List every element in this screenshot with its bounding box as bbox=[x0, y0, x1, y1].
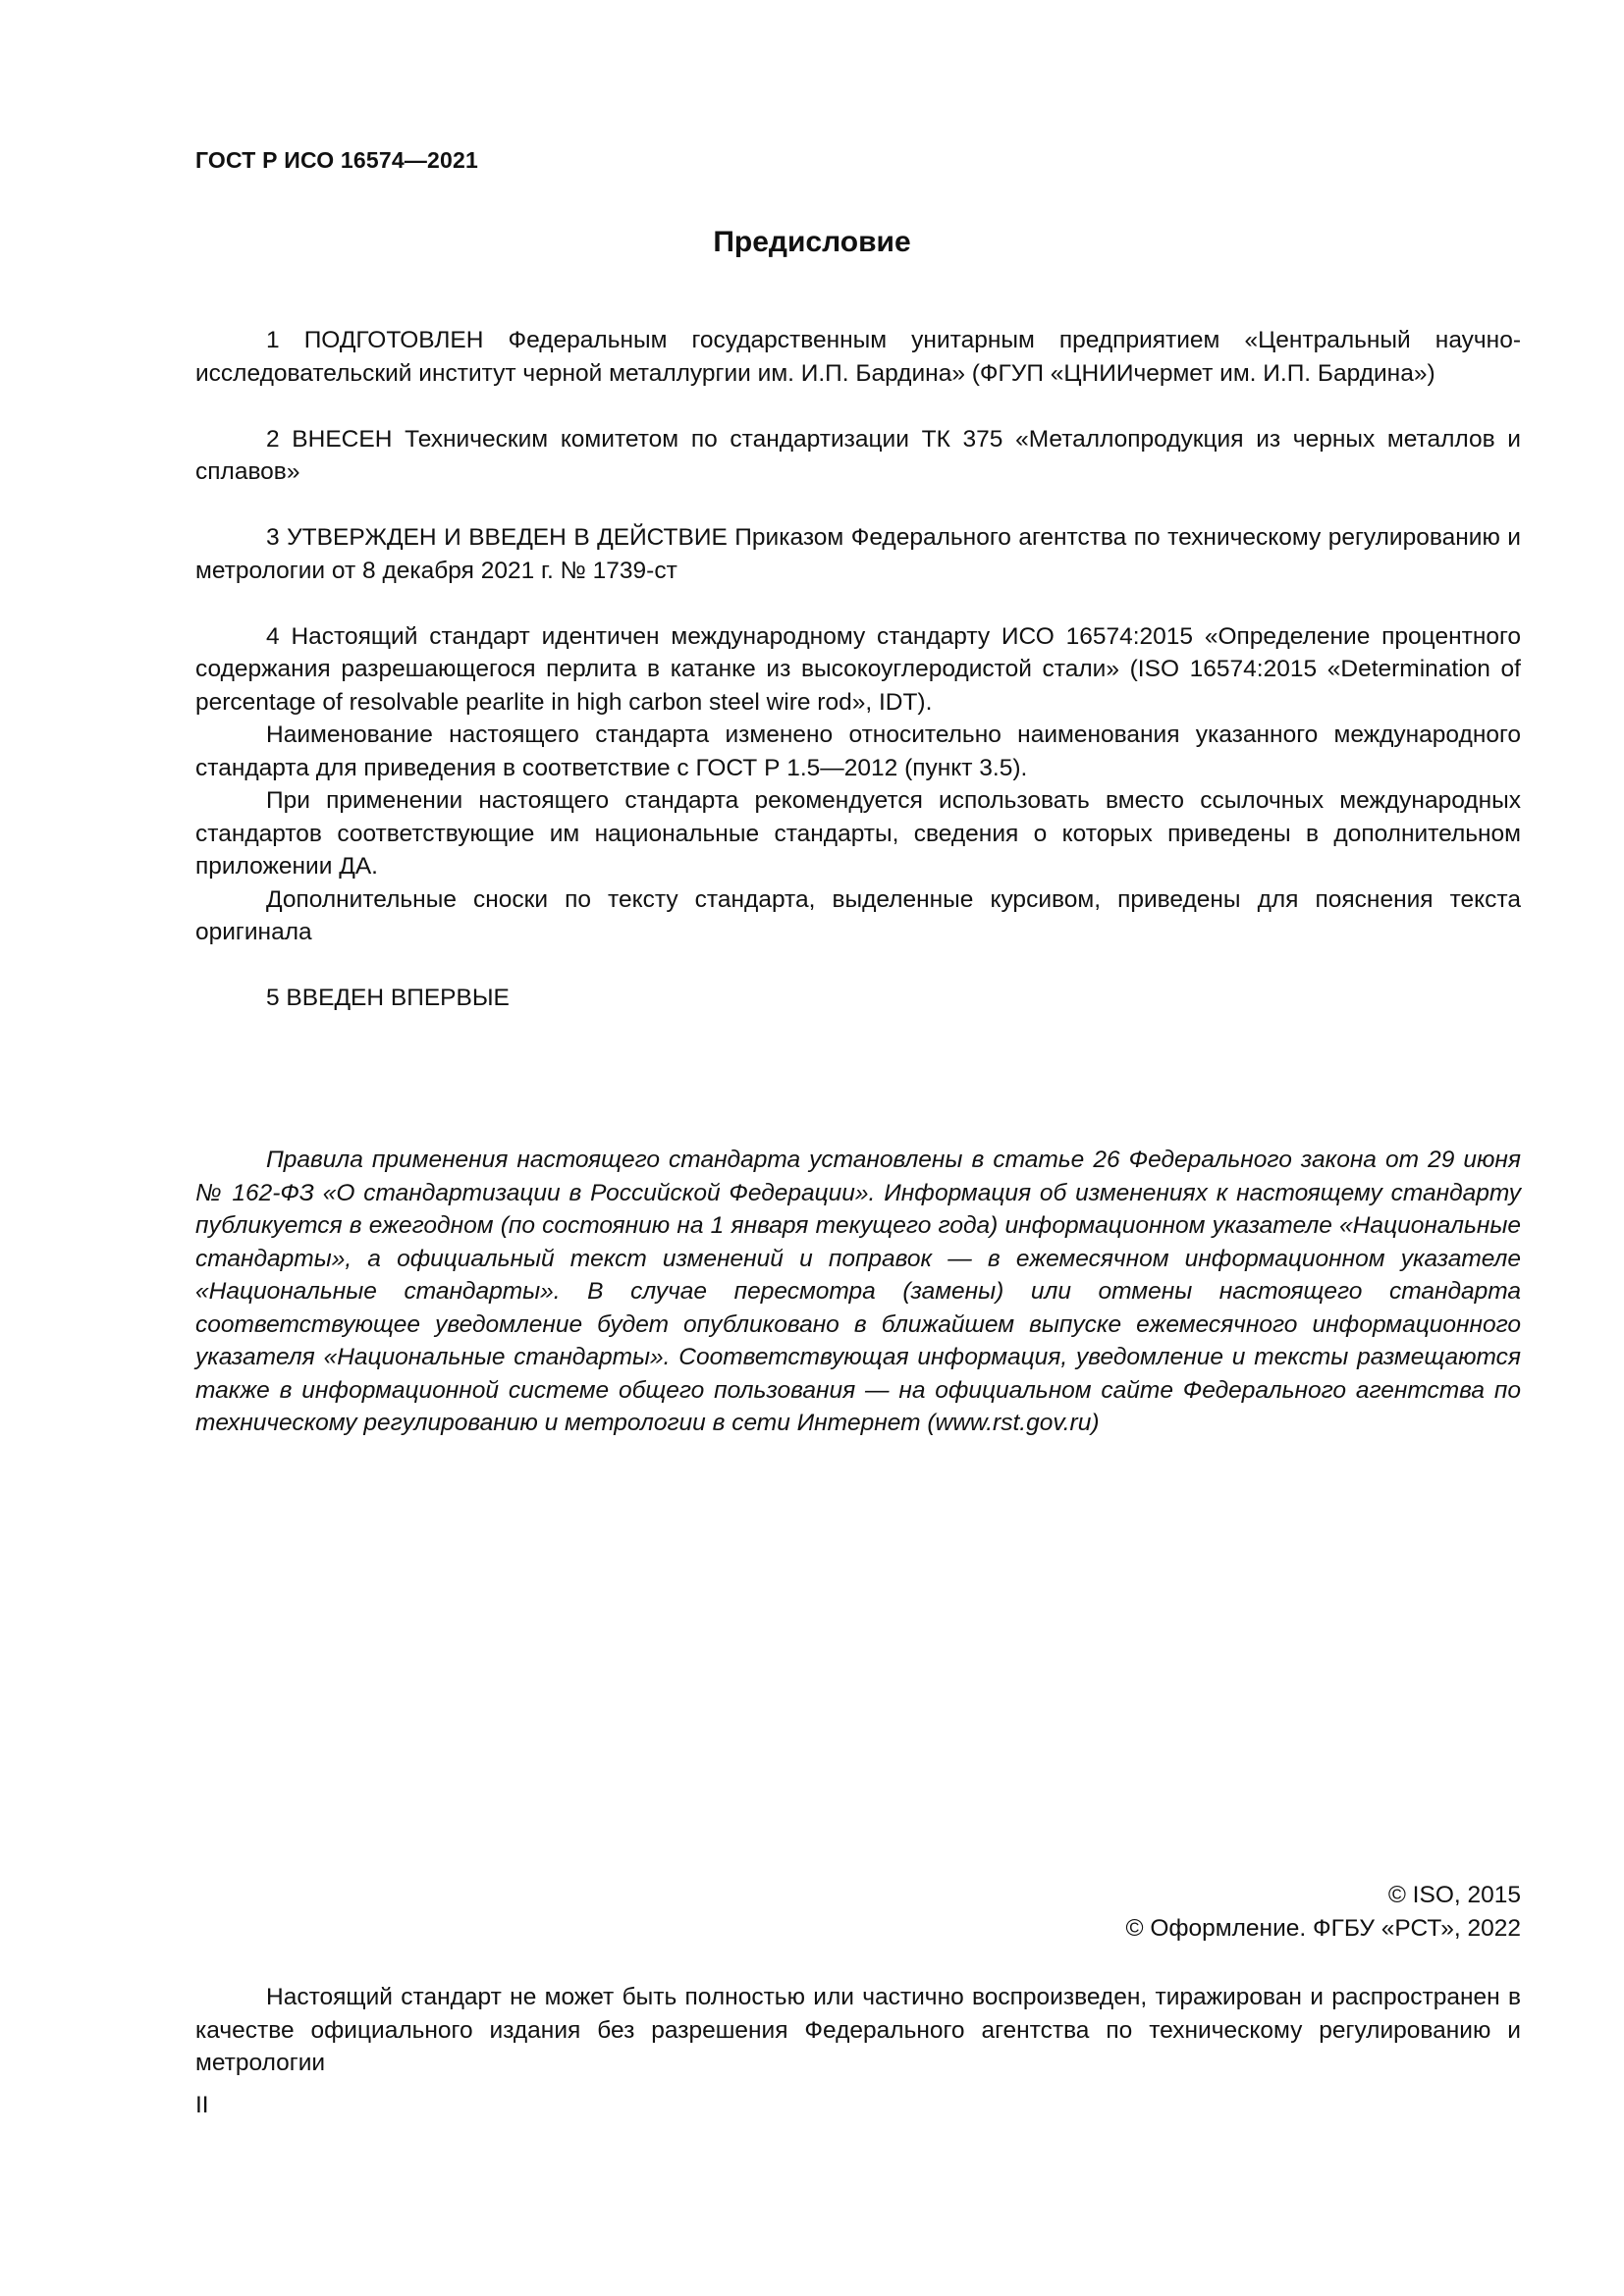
foreword-body bbox=[195, 324, 1521, 1015]
page-title: Предисловие bbox=[713, 226, 911, 258]
standard-code-header: ГОСТ Р ИСО 16574—2021 bbox=[195, 147, 479, 173]
copyright-iso: © ISO, 2015 bbox=[1387, 1882, 1521, 1908]
foreword-item-4: 4 Настоящий стандарт идентичен международному стандарту ИСО 16574:2015 «Определение процентного содержания разрешающегося перлита в катанке из высокоуглеродистой стали» (ISO 16574:2015 «Determination of percentage of resolvable pearlite in high carbon steel wire rod», IDT). bbox=[195, 622, 1521, 716]
page-number: II bbox=[195, 2092, 209, 2118]
copyright-block bbox=[1125, 1879, 1521, 1945]
foreword-item-4-references: При применении настоящего стандарта рекомендуется использовать вместо ссылочных международных стандартов соответствующие им национальные стандарты, сведения о которых приведены в дополнительном приложении ДА. bbox=[195, 787, 1521, 880]
copyright-design: © Оформление. ФГБУ «РСТ», 2022 bbox=[1125, 1914, 1521, 1942]
foreword-item-4-footnotes: Дополнительные сноски по тексту стандарта, выделенные курсивом, приведены для пояснения текста оригинала bbox=[195, 885, 1521, 945]
rights-text: Настоящий стандарт не может быть полностью или частично воспроизведен, тиражирован и распространен в качестве официального издания без разрешения Федерального агентства по техническому регулированию и метрологии bbox=[195, 1984, 1521, 2076]
foreword-item-1: 1 ПОДГОТОВЛЕН Федеральным государственным унитарным предприятием «Центральный научно-исследовательский институт черной металлургии им. И.П. Бардина» (ФГУП «ЦНИИчермет им. И.П. Бардина») bbox=[195, 327, 1521, 387]
foreword-item-4-name-change: Наименование настоящего стандарта изменено относительно наименования указанного международного стандарта для приведения в соответствие с ГОСТ Р 1.5—2012 (пункт 3.5). bbox=[195, 721, 1521, 781]
notice-text: Правила применения настоящего стандарта установлены в статье 26 Федерального закона от 29 июня № 162-ФЗ «О стандартизации в Российской Федерации». Информация об изменениях к настоящему стандарту публикуется в ежегодном (по состоянию на 1 января текущего года) информационном указателе «Национальные стандарты», а официальный текст изменений и поправок — в ежемесячном информационном указателе «Национальные стандарты». В случае пересмотра (замены) или отмены настоящего стандарта соответствующее уведомление будет опубликовано в ближайшем выпуске ежемесячного информационного указателя «Национальные стандарты». Соответствующая информация, уведомление и тексты размещаются также в информационной системе общего пользования — на официальном сайте Федерального агентства по техническому регулированию и метрологии в сети Интернет (www.rst.gov.ru) bbox=[195, 1147, 1521, 1436]
reproduction-rights bbox=[195, 1981, 1521, 2080]
foreword-item-3: 3 УТВЕРЖДЕН И ВВЕДЕН В ДЕЙСТВИЕ Приказом Федерального агентства по техническому регулированию и метрологии от 8 декабря 2021 г. № 1739-ст bbox=[195, 524, 1521, 584]
foreword-item-5: 5 ВВЕДЕН ВПЕРВЫЕ bbox=[266, 985, 510, 1011]
application-rules-notice bbox=[195, 1144, 1521, 1440]
foreword-item-2: 2 ВНЕСЕН Техническим комитетом по стандартизации ТК 375 «Металлопродукция из черных металлов и сплавов» bbox=[195, 425, 1521, 485]
